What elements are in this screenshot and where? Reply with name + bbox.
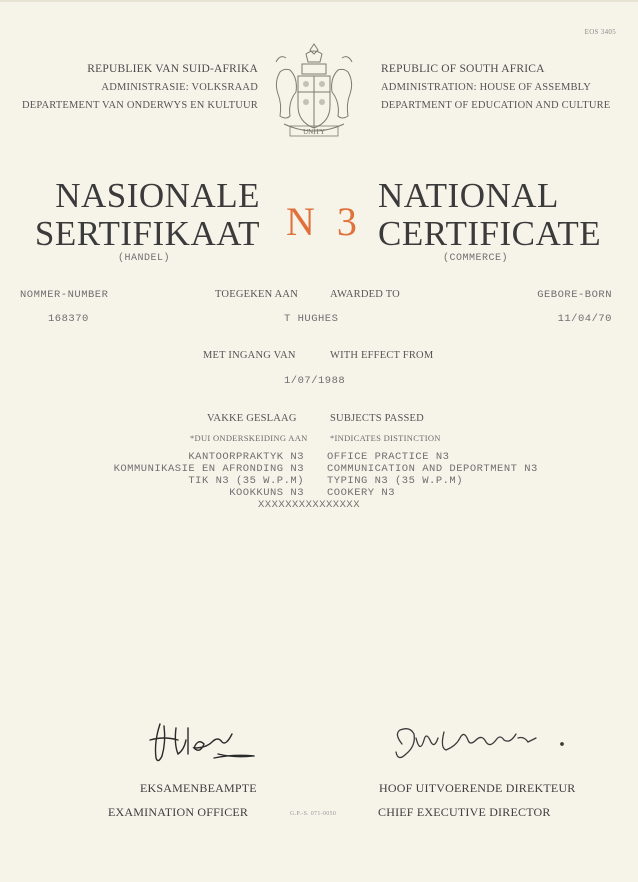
crest-motto: UNITY <box>303 128 325 136</box>
subject-af-3: TIK N3 (35 W.P.M) <box>188 475 304 487</box>
title-english-sub: (COMMERCE) <box>443 253 509 264</box>
header-left-line2: ADMINISTRASIE: VOLKSRAAD <box>101 82 258 93</box>
header-left-line3: DEPARTEMENT VAN ONDERWYS EN KULTUUR <box>21 100 258 111</box>
subject-en-1: OFFICE PRACTICE N3 <box>327 451 450 463</box>
awarded-value: T HUGHES <box>284 313 339 325</box>
header-left-line1: REPUBLIEK VAN SUID-AFRIKA <box>87 63 258 75</box>
title-english-line2: CERTIFICATE <box>378 214 602 253</box>
effect-label-en: WITH EFFECT FROM <box>330 350 434 361</box>
page-edge <box>0 0 638 2</box>
title-afrikaans-line1: NASIONALE <box>55 176 260 215</box>
awarded-label-en: AWARDED TO <box>330 289 400 300</box>
printer-code: G.P.-S. 071-0050 <box>290 811 337 817</box>
chief-director-title-af: HOOF UITVOERENDE DIREKTEUR <box>379 781 576 795</box>
chief-executive-director-signature <box>390 724 590 766</box>
title-afrikaans-line2: SERTIFIKAAT <box>34 214 260 253</box>
examination-officer-signature <box>140 718 280 766</box>
effect-value: 1/07/1988 <box>284 375 346 387</box>
born-value: 11/04/70 <box>557 313 612 325</box>
subject-en-2: COMMUNICATION AND DEPORTMENT N3 <box>327 463 538 475</box>
examination-officer-title-en: EXAMINATION OFFICER <box>108 805 249 819</box>
subject-af-2: KOMMUNIKASIE EN AFRONDING N3 <box>113 463 304 475</box>
distinction-note-af: *DUI ONDERSKEIDING AAN <box>190 433 308 443</box>
number-label: NOMMER-NUMBER <box>20 289 109 301</box>
subject-en-3: TYPING N3 (35 W.P.M) <box>327 475 464 487</box>
title-afrikaans-sub: (HANDEL) <box>118 253 171 264</box>
title-english-line1: NATIONAL <box>378 176 559 215</box>
subjects-label-af: VAKKE GESLAAG <box>207 413 297 424</box>
subject-en-4: COOKERY N3 <box>327 487 396 499</box>
coat-of-arms-emblem <box>266 38 362 146</box>
awarded-label-af: TOEGEKEN AAN <box>215 289 298 300</box>
subject-af-4: KOOKKUNS N3 <box>229 487 304 499</box>
header-right-line2: ADMINISTRATION: HOUSE OF ASSEMBLY <box>381 82 592 93</box>
header-right-line3: DEPARTMENT OF EDUCATION AND CULTURE <box>381 100 611 111</box>
distinction-note-en: *INDICATES DISTINCTION <box>330 433 441 443</box>
subjects-label-en: SUBJECTS PASSED <box>330 413 424 424</box>
effect-label-af: MET INGANG VAN <box>203 350 296 361</box>
subject-af-1: KANTOORPRAKTYK N3 <box>188 451 304 463</box>
header-right-line1: REPUBLIC OF SOUTH AFRICA <box>381 63 545 75</box>
number-value: 168370 <box>48 313 89 325</box>
born-label: GEBORE-BORN <box>537 289 612 301</box>
certificate-level: N 3 <box>286 199 363 244</box>
subjects-terminator: XXXXXXXXXXXXXXX <box>258 499 361 511</box>
examination-officer-title-af: EKSAMENBEAMPTE <box>140 781 257 795</box>
form-number: EOS 3405 <box>584 28 616 36</box>
chief-director-title-en: CHIEF EXECUTIVE DIRECTOR <box>378 805 551 819</box>
